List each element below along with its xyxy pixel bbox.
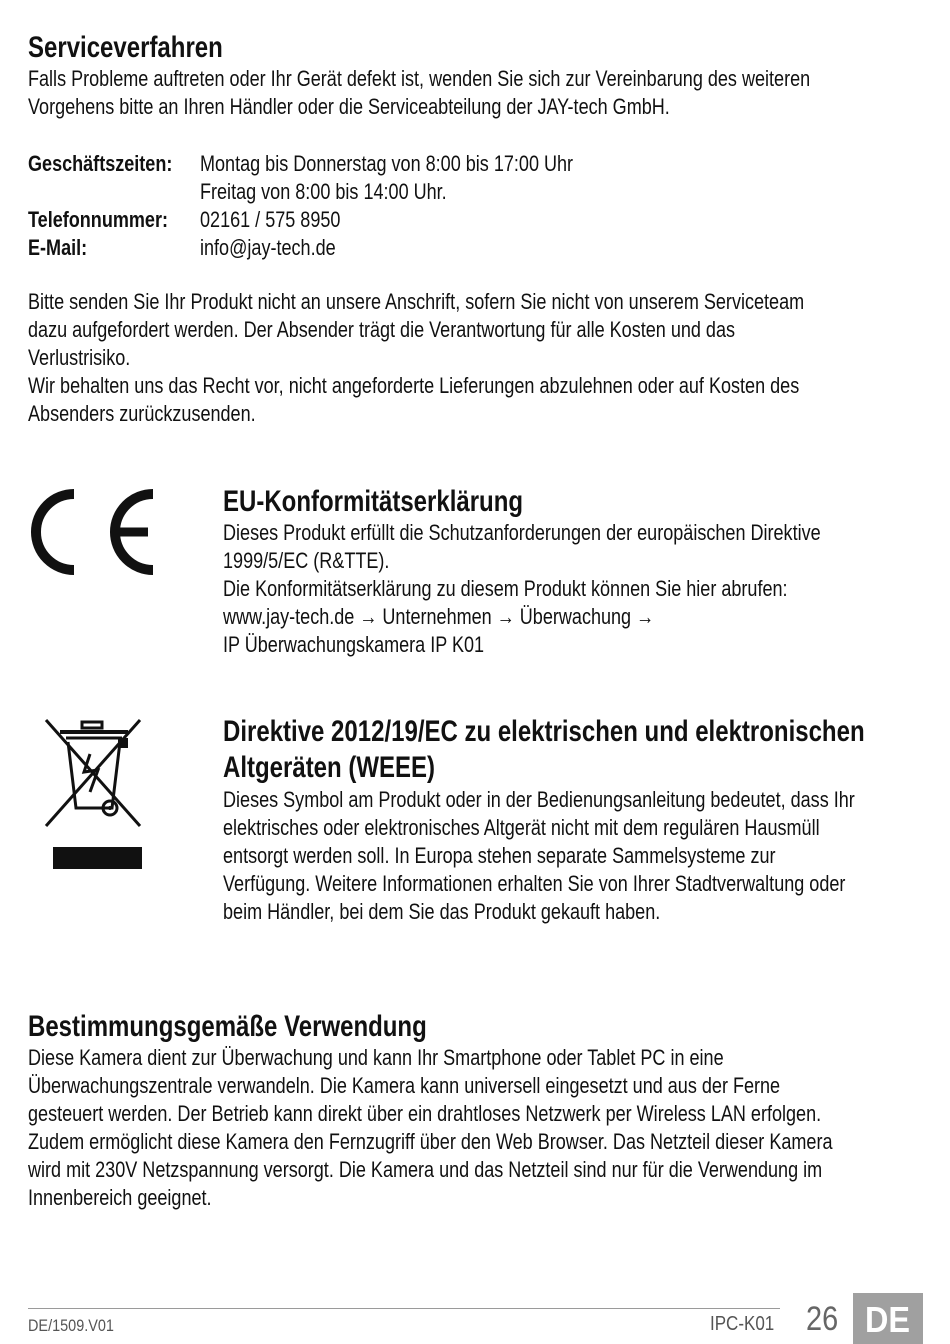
hours-line-1: Montag bis Donnerstag von 8:00 bis 17:00 Uhr bbox=[200, 151, 574, 176]
eu-body-line: Die Konformitätserklärung zu diesem Produkt können Sie hier abrufen: bbox=[223, 576, 788, 601]
email-label: E-Mail: bbox=[28, 235, 88, 260]
usage-body-line: Innenbereich geeignet. bbox=[28, 1185, 212, 1210]
usage-body-line: Diese Kamera dient zur Überwachung und kann Ihr Smartphone oder Tablet PC in eine bbox=[28, 1045, 724, 1070]
usage-body-line: gesteuert werden. Der Betrieb kann direkt über ein drahtloses Netzwerk per Wireless LAN erfolgen. bbox=[28, 1101, 822, 1126]
service-title: Serviceverfahren bbox=[28, 31, 223, 64]
hours-label: Geschäftszeiten: bbox=[28, 151, 173, 176]
email-value: info@jay-tech.de bbox=[200, 235, 336, 260]
weee-title-line-2: Altgeräten (WEEE) bbox=[223, 751, 436, 784]
usage-body bbox=[28, 1044, 832, 1212]
eu-body-line: IP Überwachungskamera IP K01 bbox=[223, 632, 485, 657]
usage-body-line: Zudem ermöglicht diese Kamera den Fernzugriff über den Web Browser. Das Netzteil dieser Kamera bbox=[28, 1129, 833, 1154]
usage-body-line: Überwachungszentrale verwandeln. Die Kamera kann universell eingesetzt und aus der Ferne bbox=[28, 1073, 781, 1098]
eu-body bbox=[223, 519, 821, 659]
phone-value: 02161 / 575 8950 bbox=[200, 207, 341, 232]
weee-body-line: elektrisches oder elektronisches Altgerät nicht mit dem regulären Hausmüll bbox=[223, 815, 820, 840]
footer-model: IPC-K01 bbox=[710, 1313, 775, 1335]
service-intro-line: Vorgehens bitte an Ihren Händler oder die Serviceabteilung der JAY-tech GmbH. bbox=[28, 94, 670, 119]
service-notice-line: dazu aufgefordert werden. Der Absender trägt die Verantwortung für alle Kosten und das bbox=[28, 317, 736, 342]
eu-title: EU-Konformitätserklärung bbox=[223, 485, 524, 518]
language-label: DE bbox=[865, 1299, 911, 1340]
service-intro bbox=[28, 65, 810, 121]
page-number: 26 bbox=[806, 1300, 839, 1338]
weee-body-line: Dieses Symbol am Produkt oder in der Bedienungsanleitung bedeutet, dass Ihr bbox=[223, 787, 855, 812]
footer-divider bbox=[28, 1308, 780, 1309]
language-badge bbox=[853, 1293, 923, 1344]
weee-body-line: Verfügung. Weitere Informationen erhalten Sie von Ihrer Stadtverwaltung oder bbox=[223, 871, 846, 896]
eu-body-line: Dieses Produkt erfüllt die Schutzanforderungen der europäischen Direktive bbox=[223, 520, 821, 545]
service-notice bbox=[28, 288, 804, 428]
usage-body-line: wird mit 230V Netzspannung versorgt. Die Kamera und das Netzteil sind nur für die Verwendung im bbox=[28, 1157, 823, 1182]
eu-body-line: www.jay-tech.de → Unternehmen → Überwachung → bbox=[223, 604, 655, 629]
service-intro-line: Falls Probleme auftreten oder Ihr Gerät defekt ist, wenden Sie sich zur Vereinbarung des weiteren bbox=[28, 66, 811, 91]
ce-mark-icon bbox=[28, 486, 156, 578]
eu-body-line: 1999/5/EC (R&TTE). bbox=[223, 548, 390, 573]
weee-title-line-1: Direktive 2012/19/EC zu elektrischen und elektronischen bbox=[223, 715, 865, 748]
service-notice-line: Absenders zurückzusenden. bbox=[28, 401, 256, 426]
weee-body-line: beim Händler, bei dem Sie das Produkt gekauft haben. bbox=[223, 899, 661, 924]
weee-body-line: entsorgt werden soll. In Europa stehen separate Sammelsysteme zur bbox=[223, 843, 776, 868]
service-notice-line: Verlustrisiko. bbox=[28, 345, 131, 370]
usage-title: Bestimmungsgemäße Verwendung bbox=[28, 1010, 427, 1043]
service-notice-line: Bitte senden Sie Ihr Produkt nicht an unsere Anschrift, sofern Sie nicht von unserem Serviceteam bbox=[28, 289, 805, 314]
hours-line-2: Freitag von 8:00 bis 14:00 Uhr. bbox=[200, 179, 447, 204]
weee-body bbox=[223, 786, 855, 926]
phone-label: Telefonnummer: bbox=[28, 207, 168, 232]
crossed-out-bin-icon bbox=[40, 716, 146, 870]
service-notice-line: Wir behalten uns das Recht vor, nicht angeforderte Lieferungen abzulehnen oder auf Kosten des bbox=[28, 373, 800, 398]
footer-doc-code: DE/1509.V01 bbox=[28, 1316, 114, 1335]
